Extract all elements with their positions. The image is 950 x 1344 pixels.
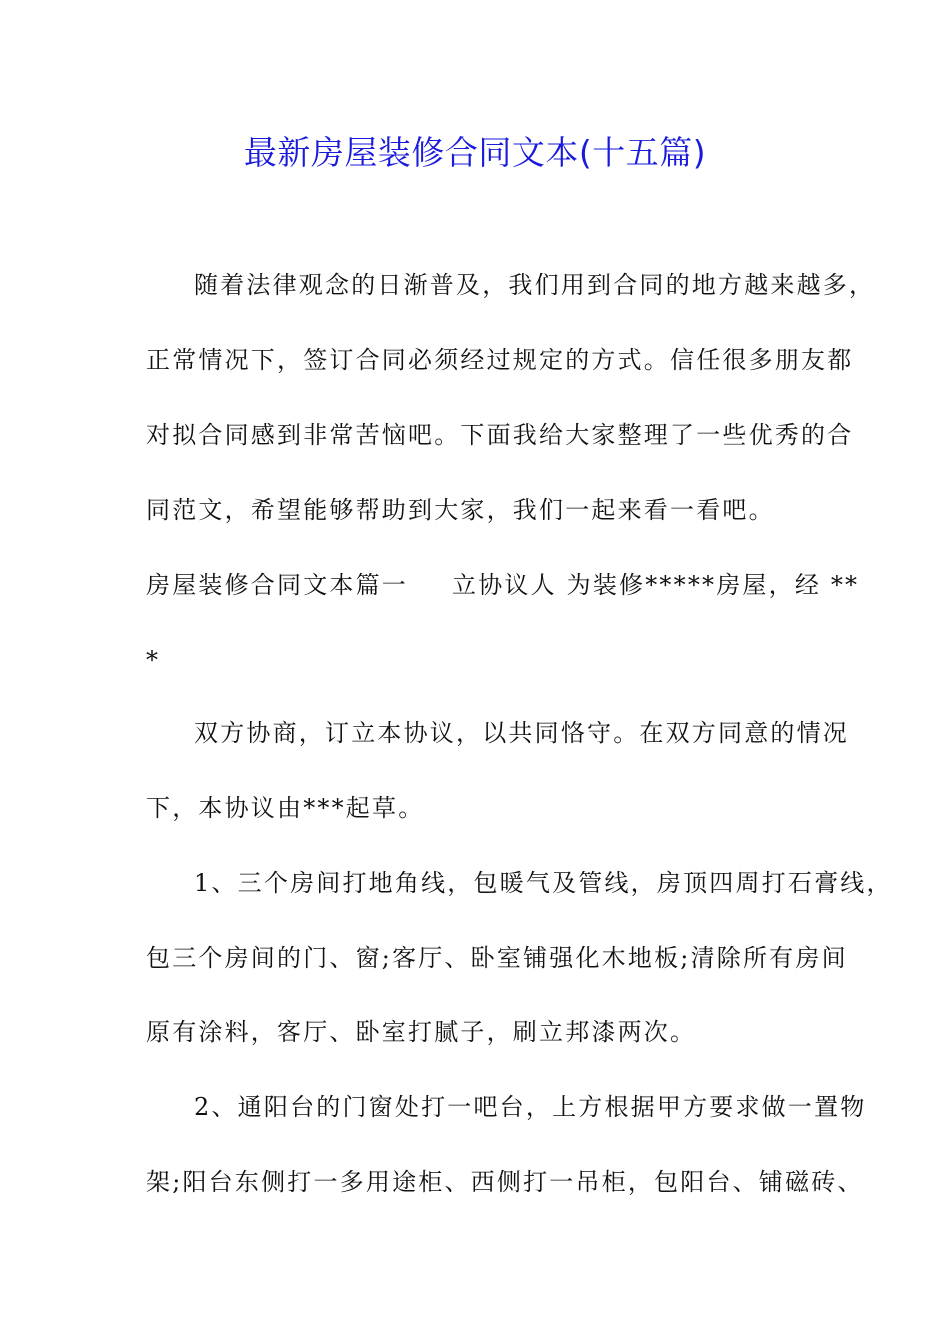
intro-line-2: 正常情况下，签订合同必须经过规定的方式。信任很多朋友都 [146,346,854,374]
document-title: 最新房屋装修合同文本(十五篇) [243,133,707,172]
intro-line-3: 对拟合同感到非常苦恼吧。下面我给大家整理了一些优秀的合 [146,421,854,449]
paragraph-1-line-1: 双方协商，订立本协议，以共同恪守。在双方同意的情况 [194,719,849,747]
intro-line-1: 随着法律观念的日渐普及，我们用到合同的地方越来越多， [194,271,876,299]
section-first-text: 立协议人 为装修*****房屋，经 ** [452,571,860,599]
item-2-line-1: 2、通阳台的门窗处打一吧台，上方根据甲方要求做一置物 [194,1093,867,1121]
item-1-line-1: 1、三个房间打地角线，包暖气及管线，房顶四周打石膏线， [194,869,893,897]
intro-line-4: 同范文，希望能够帮助到大家，我们一起来看一看吧。 [146,496,775,524]
section-heading-line [146,568,859,602]
item-1-line-3: 原有涂料，客厅、卧室打腻子，刷立邦漆两次。 [146,1018,697,1046]
section-continuation: * [146,646,161,674]
item-2-line-2: 架;阳台东侧打一多用途柜、西侧打一吊柜，包阳台、铺磁砖、 [146,1168,864,1196]
paragraph-1-line-2: 下，本协议由***起草。 [146,794,425,822]
section-heading: 房屋装修合同文本篇一 [146,571,408,599]
item-1-line-2: 包三个房间的门、窗;客厅、卧室铺强化木地板;清除所有房间 [146,944,848,972]
